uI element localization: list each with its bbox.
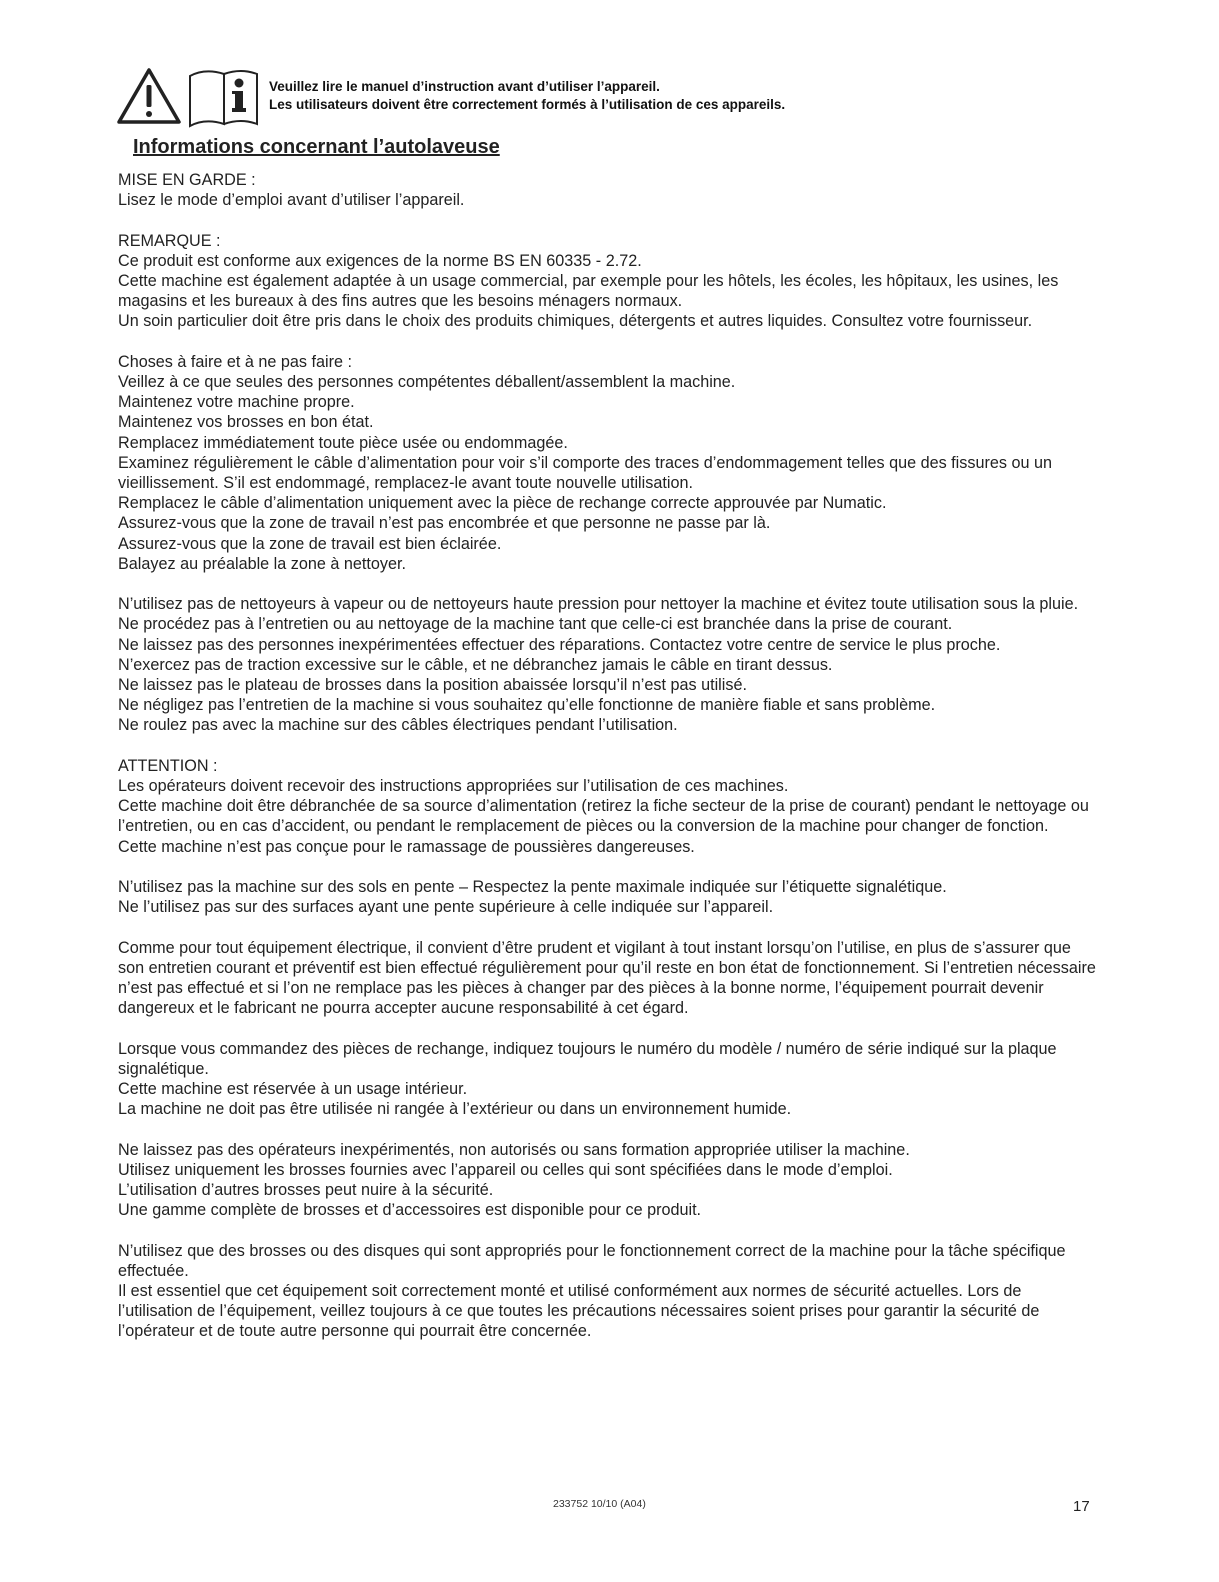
paragraph-line: Un soin particulier doit être pris dans le choix des produits chimiques, détergents et autres liquides. Consultez votre fournisseur. [118,312,1033,331]
paragraph-line: Examinez régulièrement le câble d’alimentation pour voir s’il comporte des traces d’endommagement telles que des fissures ou un vieillissement. S’il est endommagé, remplacez-le avant toute nouvelle utilisation. [118,453,1052,493]
paragraph-line: N’utilisez pas de nettoyeurs à vapeur ou de nettoyeurs haute pression pour nettoyer la machine et évitez toute utilisation sous la pluie. [118,595,1079,614]
paragraph-line: Ne l’utilisez pas sur des surfaces ayant une pente supérieure à celle indiquée sur l’appareil. [118,898,774,917]
paragraph-line: Remplacez le câble d’alimentation uniquement avec la pièce de rechange correcte approuvée par Numatic. [118,494,887,513]
page-number: 17 [1073,1498,1090,1515]
paragraph-line: Ne procédez pas à l’entretien ou au nettoyage de la machine tant que celle-ci est branchée dans la prise de courant. [118,615,953,634]
paragraph-line: N’utilisez pas la machine sur des sols en pente – Respectez la pente maximale indiquée sur l’étiquette signalétique. [118,878,947,897]
paragraph-line: Assurez-vous que la zone de travail est bien éclairée. [118,534,502,553]
paragraph-line: Cette machine n’est pas conçue pour le ramassage de poussières dangereuses. [118,837,695,856]
paragraph-line: La machine ne doit pas être utilisée ni rangée à l’extérieur ou dans un environnement humide. [118,1100,792,1119]
warning-triangle-icon [119,70,179,122]
paragraph-line: Utilisez uniquement les brosses fournies avec l’appareil ou celles qui sont spécifiées dans le mode d’emploi. [118,1160,893,1179]
paragraph-line: Cette machine est réservée à un usage intérieur. [118,1080,468,1099]
paragraph [118,352,1098,574]
header-icon-group [117,66,259,128]
paragraph-line: Remplacez immédiatement toute pièce usée ou endommagée. [118,433,568,452]
paragraph-line: Ne négligez pas l’entretien de la machine si vous souhaitez qu’elle fonctionne de manière fiable et sans problème. [118,696,936,715]
paragraph-line: N’utilisez que des brosses ou des disques qui sont appropriés pour le fonctionnement correct de la machine pour la tâche spécifique effectuée. [118,1241,1066,1280]
paragraph [118,231,1098,332]
paragraph-line: Ne laissez pas des personnes inexpérimentées effectuer des réparations. Contactez votre centre de service le plus proche. [118,635,1001,654]
paragraph [118,594,1098,735]
paragraph-line: Lorsque vous commandez des pièces de rechange, indiquez toujours le numéro du modèle / numéro de série indiqué sur la plaque signalétique. [118,1039,1057,1078]
paragraph-line: Ne laissez pas le plateau de brosses dans la position abaissée lorsqu’il n’est pas utilisé. [118,676,747,695]
header-notice [269,78,785,114]
header-icons [117,66,259,128]
paragraph [118,938,1098,1019]
paragraph-line: Ce produit est conforme aux exigences de la norme BS EN 60335 - 2.72. [118,251,642,270]
paragraph-line: Cette machine doit être débranchée de sa source d’alimentation (retirez la fiche secteur de la prise de courant) pendant le nettoyage ou l’entretien, ou en cas d’accident, ou pendant le remplacement de pièces ou la conversion de la machine pour changer de fonction. [118,797,1089,836]
paragraph-line: L’utilisation d’autres brosses peut nuire à la sécurité. [118,1181,494,1200]
paragraph-line: Il est essentiel que cet équipement soit correctement monté et utilisé conformément aux normes de sécurité actuelles. Lors de l’utilisation de l’équipement, veillez toujours à ce que toutes les précautions nécessaires soient prises pour garantir la sécurité de l’opérateur et de toute autre personne qui pourrait être concernée. [118,1282,1040,1341]
paragraph-line: N’exercez pas de traction excessive sur le câble, et ne débranchez jamais le câble en tirant dessus. [118,655,833,674]
paragraph-line: Lisez le mode d’emploi avant d’utiliser l’appareil. [118,191,465,210]
paragraph-line: Maintenez vos brosses en bon état. [118,413,374,432]
paragraph [118,1241,1098,1342]
paragraph-line: Cette machine est également adaptée à un usage commercial, par exemple pour les hôtels, les écoles, les hôpitaux, les usines, les magasins et les bureaux à des fins autres que les besoins ménagers normaux. [118,272,1059,311]
paragraph-line: Maintenez votre machine propre. [118,393,355,412]
notice-line-1: Veuillez lire le manuel d’instruction avant d’utiliser l’appareil. [269,79,660,94]
paragraph-line: Ne roulez pas avec la machine sur des câbles électriques pendant l’utilisation. [118,716,678,735]
paragraph-line: Une gamme complète de brosses et d’accessoires est disponible pour ce produit. [118,1201,702,1220]
paragraph-line: Ne laissez pas des opérateurs inexpérimentés, non autorisés ou sans formation appropriée utiliser la machine. [118,1140,910,1159]
paragraph [118,756,1098,857]
notice-line-2: Les utilisateurs doivent être correctement formés à l’utilisation de ces appareils. [269,97,786,112]
paragraph-line: Choses à faire et à ne pas faire : [118,352,352,371]
paragraph [118,1039,1098,1120]
paragraph [118,877,1098,917]
paragraph-line: REMARQUE : [118,231,221,250]
manual-info-icon [190,71,257,126]
footer-doc-code: 233752 10/10 (A04) [553,1498,646,1510]
paragraph [118,170,1098,210]
paragraph [118,1140,1098,1221]
paragraph-line: ATTENTION : [118,756,218,775]
body-text [118,170,1098,1342]
paragraph-line: Balayez au préalable la zone à nettoyer. [118,554,406,573]
section-title: Informations concernant l’autolaveuse [133,136,500,158]
paragraph-line: MISE EN GARDE : [118,171,256,189]
paragraph-line: Comme pour tout équipement électrique, il convient d’être prudent et vigilant à tout instant lorsqu’on l’utilise, en plus de s’assurer que son entretien courant et préventif est bien effectué régulièrement pour qu’il reste en bon état de fonctionnement. Si l’entretien nécessaire n’est pas effectué et si l’on ne remplace pas les pièces à changer par des pièces à la bonne norme, l’équipement pourrait devenir dangereux et le fabricant ne pourra accepter aucune responsabilité à cet égard. [118,938,1096,1018]
paragraph-line: Assurez-vous que la zone de travail n’est pas encombrée et que personne ne passe par là. [118,514,771,533]
paragraph-line: Veillez à ce que seules des personnes compétentes déballent/assemblent la machine. [118,373,736,391]
paragraph-line: Les opérateurs doivent recevoir des instructions appropriées sur l’utilisation de ces machines. [118,777,789,796]
